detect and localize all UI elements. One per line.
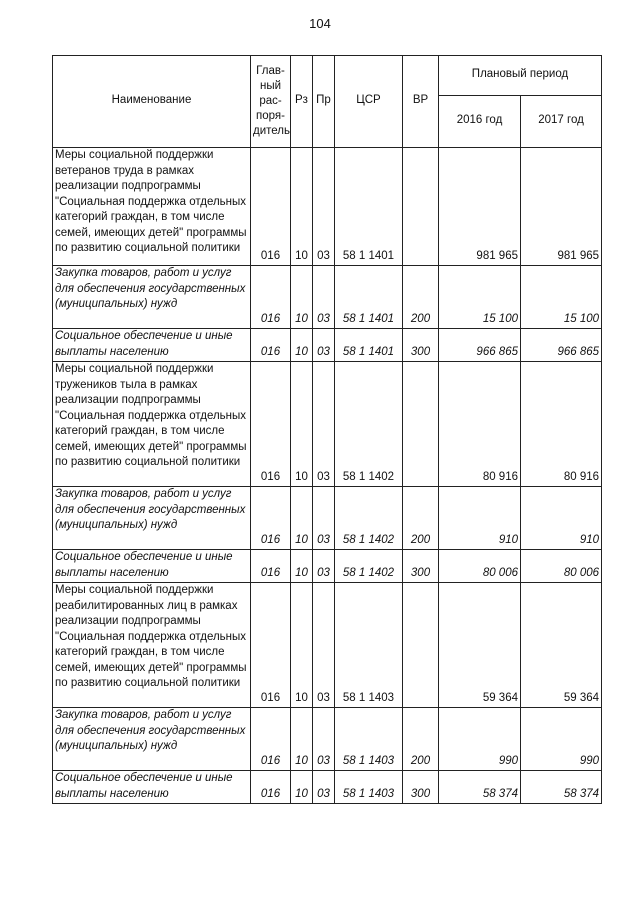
row-pr: 03 bbox=[313, 550, 335, 583]
header-pr: Пр bbox=[313, 56, 335, 148]
row-rz: 10 bbox=[291, 583, 313, 708]
row-main-manager: 016 bbox=[251, 362, 291, 487]
row-pr: 03 bbox=[313, 362, 335, 487]
row-value-2017: 80 916 bbox=[521, 362, 602, 487]
table-row bbox=[53, 708, 602, 771]
row-pr: 03 bbox=[313, 771, 335, 804]
row-value-2017: 15 100 bbox=[521, 266, 602, 329]
budget-table bbox=[52, 55, 602, 804]
table-body bbox=[53, 148, 602, 804]
row-csr: 58 1 1403 bbox=[335, 771, 403, 804]
row-value-2016: 15 100 bbox=[439, 266, 521, 329]
row-name: Закупка товаров, работ и услуг для обеспечения государственных (муниципальных) нужд bbox=[53, 708, 251, 771]
row-vr: 300 bbox=[403, 550, 439, 583]
row-name: Социальное обеспечение и иные выплаты населению bbox=[53, 771, 251, 804]
row-value-2017: 966 865 bbox=[521, 329, 602, 362]
row-main-manager: 016 bbox=[251, 771, 291, 804]
row-pr: 03 bbox=[313, 266, 335, 329]
row-pr: 03 bbox=[313, 583, 335, 708]
row-pr: 03 bbox=[313, 148, 335, 266]
row-value-2016: 59 364 bbox=[439, 583, 521, 708]
row-rz: 10 bbox=[291, 148, 313, 266]
row-csr: 58 1 1401 bbox=[335, 266, 403, 329]
row-name: Социальное обеспечение и иные выплаты населению bbox=[53, 329, 251, 362]
header-planned-period: Плановый период bbox=[439, 56, 602, 96]
row-rz: 10 bbox=[291, 708, 313, 771]
row-main-manager: 016 bbox=[251, 266, 291, 329]
header-main-manager: Глав- ный рас- поря- дитель bbox=[251, 56, 291, 148]
row-name: Закупка товаров, работ и услуг для обеспечения государственных (муниципальных) нужд bbox=[53, 487, 251, 550]
row-value-2016: 80 916 bbox=[439, 362, 521, 487]
row-value-2017: 58 374 bbox=[521, 771, 602, 804]
header-year-2016: 2016 год bbox=[439, 96, 521, 148]
row-vr bbox=[403, 362, 439, 487]
header-vr: ВР bbox=[403, 56, 439, 148]
table-row bbox=[53, 148, 602, 266]
header-name: Наименование bbox=[53, 56, 251, 148]
header-rz: Рз bbox=[291, 56, 313, 148]
row-vr: 200 bbox=[403, 487, 439, 550]
row-rz: 10 bbox=[291, 487, 313, 550]
row-main-manager: 016 bbox=[251, 550, 291, 583]
row-value-2017: 910 bbox=[521, 487, 602, 550]
header-csr: ЦСР bbox=[335, 56, 403, 148]
row-value-2016: 990 bbox=[439, 708, 521, 771]
row-main-manager: 016 bbox=[251, 583, 291, 708]
row-rz: 10 bbox=[291, 550, 313, 583]
table-row bbox=[53, 329, 602, 362]
row-value-2016: 981 965 bbox=[439, 148, 521, 266]
row-csr: 58 1 1401 bbox=[335, 329, 403, 362]
row-rz: 10 bbox=[291, 329, 313, 362]
row-csr: 58 1 1403 bbox=[335, 708, 403, 771]
row-name: Меры социальной поддержки реабилитированных лиц в рамках реализации подпрограммы "Социальная поддержка отдельных категорий граждан, в том числе семей, имеющих детей" программы по развитию социальной политики bbox=[53, 583, 251, 708]
row-csr: 58 1 1402 bbox=[335, 550, 403, 583]
row-csr: 58 1 1401 bbox=[335, 148, 403, 266]
row-vr: 300 bbox=[403, 329, 439, 362]
row-vr: 300 bbox=[403, 771, 439, 804]
row-rz: 10 bbox=[291, 266, 313, 329]
row-value-2017: 59 364 bbox=[521, 583, 602, 708]
row-vr: 200 bbox=[403, 708, 439, 771]
row-name: Меры социальной поддержки тружеников тыла в рамках реализации подпрограммы "Социальная поддержка отдельных категорий граждан, в том числе семей, имеющих детей" программы по развитию социальной политики bbox=[53, 362, 251, 487]
row-name: Меры социальной поддержки ветеранов труда в рамках реализации подпрограммы "Социальная поддержка отдельных категорий граждан, в том числе семей, имеющих детей" программы по развитию социальной политики bbox=[53, 148, 251, 266]
table-row bbox=[53, 362, 602, 487]
row-pr: 03 bbox=[313, 329, 335, 362]
row-value-2016: 58 374 bbox=[439, 771, 521, 804]
row-value-2016: 910 bbox=[439, 487, 521, 550]
row-csr: 58 1 1403 bbox=[335, 583, 403, 708]
table-row bbox=[53, 487, 602, 550]
row-name: Закупка товаров, работ и услуг для обеспечения государственных (муниципальных) нужд bbox=[53, 266, 251, 329]
row-rz: 10 bbox=[291, 362, 313, 487]
table-row bbox=[53, 266, 602, 329]
page-number: 104 bbox=[309, 16, 331, 31]
row-vr bbox=[403, 148, 439, 266]
row-name: Социальное обеспечение и иные выплаты населению bbox=[53, 550, 251, 583]
row-csr: 58 1 1402 bbox=[335, 362, 403, 487]
header-year-2017: 2017 год bbox=[521, 96, 602, 148]
row-value-2017: 80 006 bbox=[521, 550, 602, 583]
row-vr: 200 bbox=[403, 266, 439, 329]
row-main-manager: 016 bbox=[251, 487, 291, 550]
row-value-2017: 981 965 bbox=[521, 148, 602, 266]
row-main-manager: 016 bbox=[251, 708, 291, 771]
table-row bbox=[53, 771, 602, 804]
row-pr: 03 bbox=[313, 708, 335, 771]
row-main-manager: 016 bbox=[251, 329, 291, 362]
row-value-2016: 966 865 bbox=[439, 329, 521, 362]
row-value-2016: 80 006 bbox=[439, 550, 521, 583]
table-row bbox=[53, 550, 602, 583]
row-vr bbox=[403, 583, 439, 708]
row-rz: 10 bbox=[291, 771, 313, 804]
table-row bbox=[53, 583, 602, 708]
row-value-2017: 990 bbox=[521, 708, 602, 771]
row-main-manager: 016 bbox=[251, 148, 291, 266]
row-csr: 58 1 1402 bbox=[335, 487, 403, 550]
row-pr: 03 bbox=[313, 487, 335, 550]
